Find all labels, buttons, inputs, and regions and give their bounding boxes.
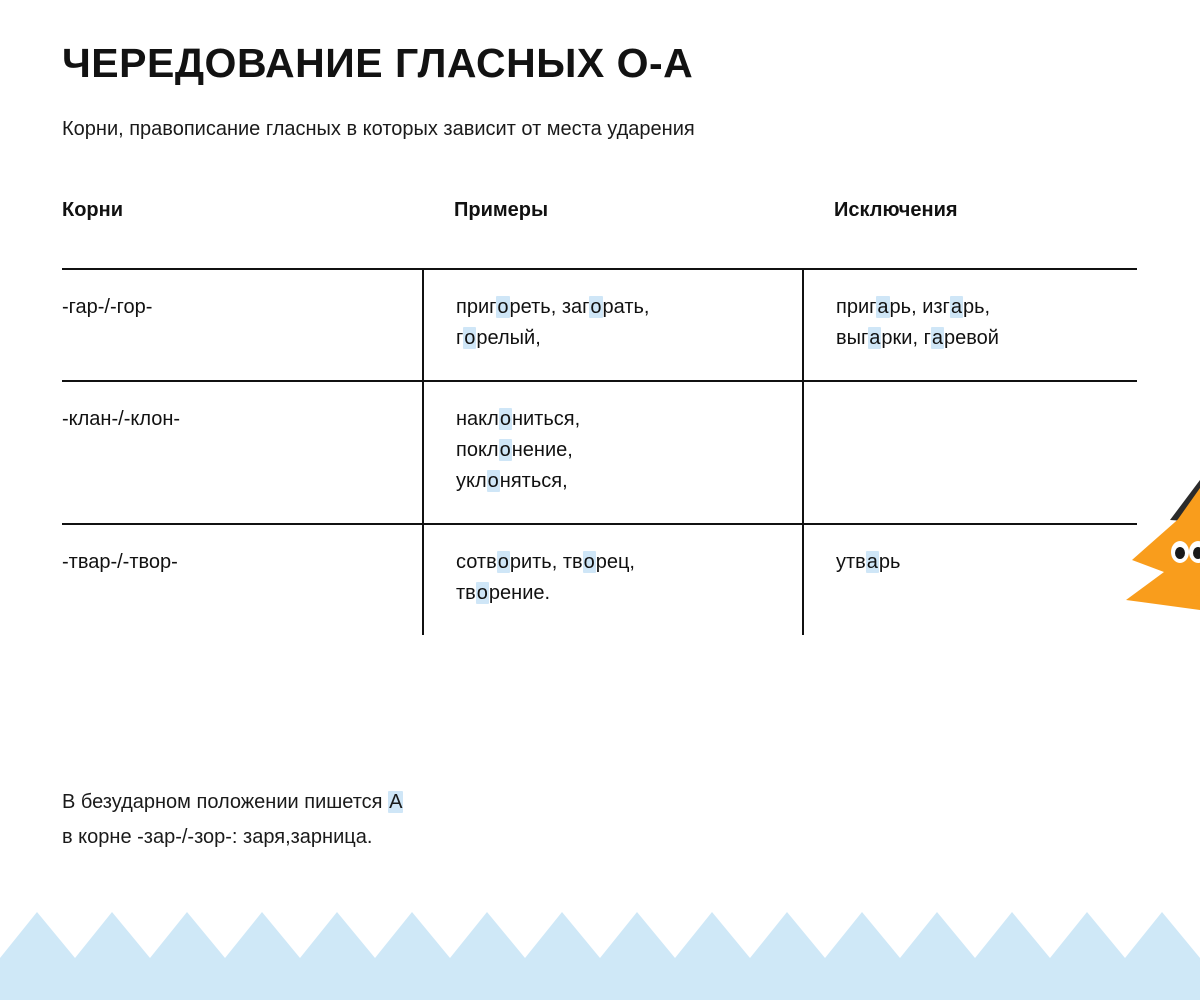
text-fragment: няться, [499, 470, 568, 492]
highlighted-vowel: о [590, 296, 602, 318]
text-fragment: г [456, 327, 464, 349]
highlighted-vowel: о [583, 551, 595, 573]
text-fragment: укл [456, 470, 487, 492]
column-header-examples: Примеры [454, 199, 549, 221]
highlighted-vowel: о [497, 551, 509, 573]
text-fragment: В безударном положении пишется [62, 791, 389, 813]
highlighted-vowel: а [877, 296, 889, 318]
table-row [62, 525, 1137, 635]
column-header-roots: Корни [62, 199, 124, 221]
table-header-row [62, 193, 1137, 268]
highlighted-vowel: о [497, 296, 509, 318]
text-fragment: покл [456, 439, 499, 461]
cell-root: -гар-/-гор- [62, 296, 153, 318]
highlighted-vowel: о [464, 327, 476, 349]
cell-exceptions [802, 382, 1137, 523]
highlighted-vowel: а [950, 296, 962, 318]
text-fragment: приг [456, 296, 497, 318]
cell-exceptions [802, 525, 1137, 635]
cell-examples [422, 382, 802, 523]
text-fragment: сотв [456, 551, 497, 573]
fox-mascot-icon [1120, 460, 1200, 660]
text-fragment: в корне -зар-/-зор-: заря,зарница. [62, 826, 373, 848]
page-subtitle: Корни, правописание гласных в которых зависит от места ударения [62, 118, 695, 140]
cell-root: -клан-/-клон- [62, 408, 181, 430]
text-fragment: рь, [962, 296, 991, 318]
highlighted-vowel: о [499, 408, 511, 430]
text-fragment: рить, тв [509, 551, 583, 573]
cell-exceptions [802, 270, 1137, 380]
text-fragment: ниться, [511, 408, 581, 430]
highlighted-vowel: А [389, 791, 403, 813]
zigzag-band [0, 900, 1200, 1000]
text-fragment: утв [836, 551, 866, 573]
highlighted-vowel: а [931, 327, 943, 349]
text-fragment: выг [836, 327, 869, 349]
cell-examples [422, 270, 802, 380]
table-row [62, 382, 1137, 523]
highlighted-vowel: а [866, 551, 878, 573]
highlighted-vowel: о [499, 439, 511, 461]
text-fragment: ревой [944, 327, 999, 349]
page-title: ЧЕРЕДОВАНИЕ ГЛАСНЫХ О-А [62, 40, 694, 86]
text-fragment: накл [456, 408, 499, 430]
text-fragment: релый, [476, 327, 541, 349]
text-fragment: приг [836, 296, 877, 318]
highlighted-vowel: о [487, 470, 499, 492]
text-fragment: рать, [602, 296, 650, 318]
text-fragment: рение. [488, 582, 551, 604]
cell-examples [422, 525, 802, 635]
text-fragment: рки, г [881, 327, 931, 349]
text-fragment: рь, изг [889, 296, 950, 318]
column-header-exceptions: Исключения [834, 199, 958, 221]
text-fragment: нение, [511, 439, 573, 461]
text-fragment: рец, [595, 551, 635, 573]
footer-note [62, 785, 403, 855]
highlighted-vowel: а [869, 327, 881, 349]
text-fragment: реть, заг [509, 296, 590, 318]
table-row [62, 270, 1137, 380]
text-fragment: рь [878, 551, 901, 573]
highlighted-vowel: о [476, 582, 488, 604]
text-fragment: тв [456, 582, 476, 604]
rules-table [62, 193, 1137, 635]
cell-root: -твар-/-твор- [62, 551, 178, 573]
